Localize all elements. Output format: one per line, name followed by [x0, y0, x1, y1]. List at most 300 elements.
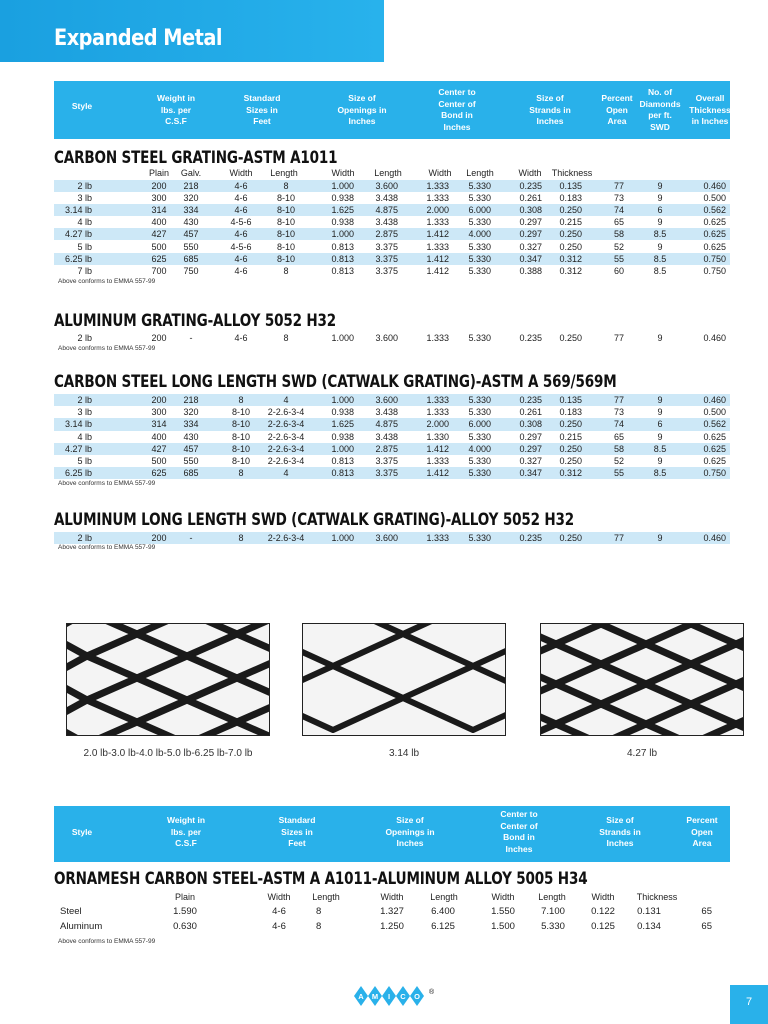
row-style-cell: 3 lb [77, 192, 92, 203]
table-cell: 74 [613, 204, 625, 215]
table-cell: 1.333 [426, 395, 449, 405]
table-cell: 0.625 [703, 229, 726, 240]
table-cell: 8.5 [653, 253, 667, 264]
table-cell: 1.000 [331, 443, 354, 454]
table-cell: 1.000 [331, 229, 354, 240]
table-cell: 5.330 [468, 217, 491, 228]
table-cell: 1.327 [380, 906, 404, 917]
table-cell: 0.235 [519, 395, 542, 405]
table-cell: 0.235 [519, 532, 542, 543]
table-cell: 77 [613, 532, 625, 543]
sub-header-label: Length [538, 892, 566, 902]
table-cell: 8-10 [276, 192, 296, 203]
sub-header-label: Length [466, 168, 494, 178]
table-cell: 6 [657, 419, 663, 430]
table-row [54, 241, 730, 253]
table-cell: 750 [183, 265, 199, 276]
table-cell: 52 [613, 241, 625, 252]
table-cell: 457 [183, 443, 199, 454]
table-cell: 0.235 [519, 333, 542, 343]
table-cell: 0.215 [559, 217, 582, 228]
table-cell: 4-6 [234, 265, 248, 276]
ornamesh-header-band [54, 806, 730, 862]
table-cell: 4-5-6 [230, 217, 252, 228]
emma-note: Above conforms to EMMA 557-99 [58, 344, 156, 352]
table-cell: 8-10 [276, 204, 296, 215]
table-cell: 0.183 [559, 407, 582, 418]
table-cell: 65 [613, 217, 625, 228]
table-cell: 1.333 [426, 333, 449, 343]
emma-note: Above conforms to EMMA 557-99 [58, 544, 156, 552]
table-cell: 1.330 [426, 431, 449, 442]
table-cell: 3.600 [375, 395, 398, 405]
table-cell: 4.000 [468, 443, 491, 454]
page-number-box [730, 985, 768, 1024]
section-title: CARBON STEEL LONG LENGTH SWD (CATWALK GRATING)-ASTM A 569/569M [54, 372, 617, 391]
table-cell: 8 [238, 395, 244, 405]
sub-header-label: Length [270, 168, 298, 178]
table-header-band [54, 81, 730, 139]
table-cell: 77 [613, 180, 625, 191]
row-style-cell: 3.14 lb [64, 419, 92, 430]
table-cell: 5.330 [468, 253, 491, 264]
table-cell: 4-5-6 [230, 241, 252, 252]
table-cell: 74 [613, 419, 625, 430]
row-style-cell: 4.27 lb [64, 229, 92, 240]
table-cell: 5.330 [468, 456, 491, 466]
table-cell: 320 [183, 407, 199, 418]
table-cell: 8 [316, 906, 322, 917]
sub-header-label: Width [428, 168, 452, 178]
table-cell: 3.600 [375, 180, 398, 191]
table-cell: 9 [657, 180, 663, 191]
row-style-cell: 2 lb [77, 532, 92, 543]
table-cell: 0.250 [559, 241, 582, 252]
table-cell: 5.330 [468, 265, 491, 276]
table-cell: 8.5 [653, 443, 667, 454]
table-cell: 0.250 [559, 204, 582, 215]
table-cell: 9 [657, 241, 663, 252]
sub-header-label: Length [374, 168, 402, 178]
table-cell: 2-2.6-3-4 [267, 532, 305, 543]
emma-note: Above conforms to EMMA 557-99 [58, 277, 156, 285]
row-style-cell: 2 lb [77, 333, 92, 343]
table-cell: 400 [151, 431, 167, 442]
table-cell: 0.938 [331, 192, 354, 203]
table-cell: 6.000 [468, 419, 491, 430]
sub-header-label: Width [229, 168, 253, 178]
table-cell: 4-6 [272, 921, 286, 932]
table-row [54, 394, 730, 406]
table-cell: 200 [151, 532, 167, 543]
table-cell: 1.333 [426, 217, 449, 228]
table-cell: 0.250 [559, 456, 582, 466]
table-cell: 73 [613, 192, 625, 203]
table-cell: 0.500 [703, 192, 726, 203]
table-cell: 0.625 [703, 456, 726, 466]
table-cell: 9 [657, 395, 663, 405]
table-row [54, 418, 730, 430]
table-cell: 6.125 [431, 921, 455, 932]
table-cell: 8-10 [231, 431, 251, 442]
table-cell: 2-2.6-3-4 [267, 407, 305, 418]
logo-letter: O [414, 992, 420, 1001]
table-cell: 1.000 [331, 180, 354, 191]
table-cell: 4-6 [234, 192, 248, 203]
table-cell: 0.750 [703, 253, 726, 264]
table-cell: 5.330 [541, 921, 565, 932]
table-cell: 0.250 [559, 419, 582, 430]
table-cell: 0.460 [703, 333, 726, 343]
mesh-photo-4-27 [540, 623, 744, 736]
column-header-header17: No. of Diamonds per ft. SWD [639, 87, 681, 132]
logo-letter: I [387, 992, 391, 1001]
table-cell: 5.330 [468, 468, 491, 479]
table-cell: 625 [151, 468, 167, 479]
table-cell: 0.813 [331, 456, 354, 466]
column-header-header13: Size of Openings in Inches [337, 93, 387, 126]
column-header-header16: Percent Open Area [601, 93, 633, 126]
table-cell: 0.312 [559, 265, 582, 276]
sub-header-label: Thickness [636, 892, 678, 902]
table-cell: 77 [613, 333, 625, 343]
table-cell: 430 [183, 431, 199, 442]
table-cell: 9 [657, 217, 663, 228]
table-cell: 500 [151, 241, 167, 252]
table-cell: 73 [613, 407, 625, 418]
table-cell: 3.600 [375, 532, 398, 543]
row-style-cell: 2 lb [77, 180, 92, 191]
photo-caption: 4.27 lb [626, 748, 658, 759]
table-cell: 1.590 [173, 906, 197, 917]
column-header-header18: Overall Thickness in Inches [689, 93, 731, 126]
column-header-header11: Weight in lbs. per C.S.F [156, 93, 196, 126]
sub-header-label: Plain [148, 168, 170, 178]
table-cell: 550 [183, 456, 199, 466]
table-cell: - [189, 532, 193, 543]
table-cell: 218 [183, 395, 199, 405]
table-row [54, 921, 730, 933]
table-cell: 0.297 [519, 229, 542, 240]
table-row [54, 406, 730, 418]
table-cell: 4-6 [234, 253, 248, 264]
table-cell: 0.327 [519, 456, 542, 466]
section-title: ALUMINUM GRATING-ALLOY 5052 H32 [54, 311, 337, 330]
table-cell: 2-2.6-3-4 [267, 431, 305, 442]
table-cell: 0.750 [703, 265, 726, 276]
table-row [54, 906, 730, 918]
table-cell: 1.625 [331, 204, 354, 215]
logo-letter: C [400, 992, 406, 1001]
expanded-metal-pattern-icon [303, 624, 505, 735]
table-cell: 0.261 [519, 192, 542, 203]
table-cell: 1.333 [426, 192, 449, 203]
column-header-header25: Size of Strands in Inches [599, 815, 641, 848]
table-cell: 3.438 [375, 407, 398, 418]
table-cell: 0.250 [559, 532, 582, 543]
table-row [54, 532, 730, 544]
table-cell: 427 [151, 443, 167, 454]
table-cell: 1.333 [426, 180, 449, 191]
table-cell: 0.250 [559, 229, 582, 240]
table-cell: 334 [183, 204, 199, 215]
row-style-cell: 5 lb [77, 241, 92, 252]
table-cell: 457 [183, 229, 199, 240]
table-cell: 0.625 [703, 217, 726, 228]
table-cell: 9 [657, 532, 663, 543]
table-cell: 4-6 [234, 333, 248, 343]
table-cell: 60 [613, 265, 625, 276]
table-cell: 65 [701, 921, 712, 932]
table-cell: 200 [151, 180, 167, 191]
table-cell: 2.875 [375, 443, 398, 454]
table-cell: 314 [151, 419, 167, 430]
table-cell: 334 [183, 419, 199, 430]
table-cell: 9 [657, 333, 663, 343]
sub-header-label: Galv. [180, 168, 202, 178]
table-cell: 5.330 [468, 431, 491, 442]
table-cell: 314 [151, 204, 167, 215]
table-row [54, 467, 730, 479]
table-cell: 0.938 [331, 431, 354, 442]
table-cell: 0.297 [519, 443, 542, 454]
amico-logo-icon [352, 984, 434, 1010]
sub-header-label: Thickness [551, 168, 593, 178]
table-cell: 0.261 [519, 407, 542, 418]
section-title: ALUMINUM LONG LENGTH SWD (CATWALK GRATING)-ALLOY 5052 H32 [54, 510, 575, 529]
table-cell: 4-6 [272, 906, 286, 917]
table-cell: 1.412 [426, 253, 449, 264]
table-cell: 3.438 [375, 192, 398, 203]
table-cell: 0.813 [331, 265, 354, 276]
sub-header-label: Width [267, 892, 291, 902]
page-title: Expanded Metal [54, 26, 222, 51]
column-header-header14: Center to Center of Bond in Inches [438, 87, 476, 132]
table-cell: 4.875 [375, 204, 398, 215]
sub-header-row [54, 167, 730, 179]
table-cell: 9 [657, 431, 663, 442]
table-cell: 0.938 [331, 407, 354, 418]
table-cell: 0.562 [703, 419, 726, 430]
table-cell: 5.330 [468, 333, 491, 343]
table-cell: 2-2.6-3-4 [267, 443, 305, 454]
title-bar [0, 0, 384, 62]
table-cell: 8 [316, 921, 322, 932]
row-style-cell: 4.27 lb [64, 443, 92, 454]
column-header-header21: Weight in lbs. per C.S.F [166, 815, 206, 848]
table-cell: 3.438 [375, 431, 398, 442]
mesh-photo-3-14 [302, 623, 506, 736]
table-cell: 0.625 [703, 443, 726, 454]
table-cell: 200 [151, 333, 167, 343]
table-cell: 685 [183, 468, 199, 479]
table-cell: 0.183 [559, 192, 582, 203]
page-number: 7 [745, 996, 753, 1008]
table-cell: 3.375 [375, 468, 398, 479]
table-cell: 1.250 [380, 921, 404, 932]
table-cell: 1.412 [426, 468, 449, 479]
table-cell: 0.750 [703, 468, 726, 479]
table-cell: 58 [613, 443, 625, 454]
column-header-header15: Size of Strands in Inches [529, 93, 571, 126]
table-cell: 1.000 [331, 532, 354, 543]
table-cell: 0.312 [559, 253, 582, 264]
table-cell: 0.250 [559, 443, 582, 454]
row-style-cell: 3 lb [77, 407, 92, 418]
sub-header-label: Width [491, 892, 515, 902]
table-cell: 1.412 [426, 265, 449, 276]
sub-header-row [54, 891, 730, 903]
table-cell: 3.375 [375, 241, 398, 252]
table-cell: 55 [613, 468, 625, 479]
table-cell: 52 [613, 456, 625, 466]
table-cell: 2.000 [426, 204, 449, 215]
table-cell: - [189, 333, 193, 343]
table-cell: 0.125 [591, 921, 615, 932]
row-style-cell: 4 lb [77, 431, 92, 442]
table-cell: 200 [151, 395, 167, 405]
table-cell: 8.5 [653, 229, 667, 240]
table-cell: 0.308 [519, 204, 542, 215]
table-cell: 3.375 [375, 265, 398, 276]
table-cell: 700 [151, 265, 167, 276]
table-cell: 0.135 [559, 395, 582, 405]
table-cell: 55 [613, 253, 625, 264]
table-cell: 5.330 [468, 241, 491, 252]
table-cell: 4-6 [234, 229, 248, 240]
table-cell: 4-6 [234, 180, 248, 191]
table-cell: 3.375 [375, 253, 398, 264]
column-header-header22: Standard Sizes in Feet [278, 815, 316, 848]
table-cell: 1.000 [331, 333, 354, 343]
table-cell: 0.813 [331, 468, 354, 479]
table-cell: 0.347 [519, 253, 542, 264]
table-row [54, 228, 730, 240]
table-cell: 5.330 [468, 407, 491, 418]
mesh-photo-standard [66, 623, 270, 736]
table-cell: 1.412 [426, 229, 449, 240]
row-style-cell: 3.14 lb [64, 204, 92, 215]
table-cell: 6.400 [431, 906, 455, 917]
table-cell: 4-6 [234, 204, 248, 215]
table-cell: 0.308 [519, 419, 542, 430]
row-style-cell: 4 lb [77, 217, 92, 228]
table-cell: 8-10 [276, 217, 296, 228]
row-style-cell: Aluminum [60, 921, 103, 932]
expanded-metal-pattern-icon [541, 624, 743, 735]
table-cell: 0.347 [519, 468, 542, 479]
table-cell: 625 [151, 253, 167, 264]
table-cell: 8 [283, 333, 289, 343]
section-title: ORNAMESH CARBON STEEL-ASTM A A1011-ALUMINUM ALLOY 5005 H34 [54, 869, 588, 888]
table-cell: 8.5 [653, 265, 667, 276]
table-cell: 0.460 [703, 532, 726, 543]
column-header-header10: Style [71, 101, 93, 111]
table-cell: 6 [657, 204, 663, 215]
table-cell: 65 [701, 906, 712, 917]
photo-caption: 2.0 lb-3.0 lb-4.0 lb-5.0 lb-6.25 lb-7.0 lb [83, 748, 253, 759]
table-cell: 1.333 [426, 456, 449, 466]
row-style-cell: 5 lb [77, 456, 92, 466]
table-cell: 0.134 [637, 921, 661, 932]
table-cell: 5.330 [468, 192, 491, 203]
table-cell: 1.550 [491, 906, 515, 917]
table-cell: 8-10 [276, 241, 296, 252]
table-cell: 8 [238, 468, 244, 479]
table-cell: 8-10 [276, 253, 296, 264]
table-cell: 430 [183, 217, 199, 228]
emma-note: Above conforms to EMMA 557-99 [58, 479, 156, 487]
table-cell: 320 [183, 192, 199, 203]
emma-note: Above conforms to EMMA 557-99 [58, 938, 156, 945]
table-row [54, 253, 730, 265]
column-header-header24: Center to Center of Bond in Inches [500, 809, 538, 854]
section-title: CARBON STEEL GRATING-ASTM A1011 [54, 148, 338, 167]
table-cell: 8 [283, 180, 289, 191]
table-cell: 0.215 [559, 431, 582, 442]
table-cell: 3.600 [375, 333, 398, 343]
table-cell: 0.297 [519, 217, 542, 228]
row-style-cell: 6.25 lb [64, 253, 92, 264]
table-cell: 427 [151, 229, 167, 240]
table-cell: 58 [613, 229, 625, 240]
column-header-header26: Percent Open Area [686, 815, 718, 848]
sub-header-label: Width [591, 892, 615, 902]
table-cell: 8-10 [276, 229, 296, 240]
table-cell: 1.625 [331, 419, 354, 430]
table-cell: 4.000 [468, 229, 491, 240]
table-cell: 0.938 [331, 217, 354, 228]
table-cell: 300 [151, 407, 167, 418]
table-row [54, 265, 730, 277]
table-cell: 0.500 [703, 407, 726, 418]
table-cell: 218 [183, 180, 199, 191]
table-cell: 8-10 [231, 407, 251, 418]
row-style-cell: Steel [60, 906, 82, 917]
table-cell: 2-2.6-3-4 [267, 456, 305, 466]
expanded-metal-pattern-icon [67, 624, 269, 735]
table-cell: 6.000 [468, 204, 491, 215]
table-cell: 0.131 [637, 906, 661, 917]
table-cell: 4.875 [375, 419, 398, 430]
table-cell: 2-2.6-3-4 [267, 419, 305, 430]
table-cell: 685 [183, 253, 199, 264]
table-cell: 5.330 [468, 395, 491, 405]
table-cell: 8 [283, 265, 289, 276]
table-row [54, 443, 730, 455]
table-cell: 300 [151, 192, 167, 203]
table-cell: 5.330 [468, 532, 491, 543]
table-row [54, 192, 730, 204]
table-cell: 0.562 [703, 204, 726, 215]
table-cell: 9 [657, 456, 663, 466]
table-row [54, 180, 730, 192]
table-cell: 1.333 [426, 532, 449, 543]
table-cell: 0.630 [173, 921, 197, 932]
table-cell: 1.412 [426, 443, 449, 454]
table-cell: 2.000 [426, 419, 449, 430]
table-cell: 0.388 [519, 265, 542, 276]
table-cell: 0.122 [591, 906, 615, 917]
table-cell: 0.250 [559, 333, 582, 343]
table-cell: 1.333 [426, 241, 449, 252]
table-row [54, 455, 730, 467]
table-cell: 8.5 [653, 468, 667, 479]
logo-letter: A [358, 992, 364, 1001]
table-cell: 3.438 [375, 217, 398, 228]
table-cell: 0.235 [519, 180, 542, 191]
column-header-header23: Size of Openings in Inches [385, 815, 435, 848]
